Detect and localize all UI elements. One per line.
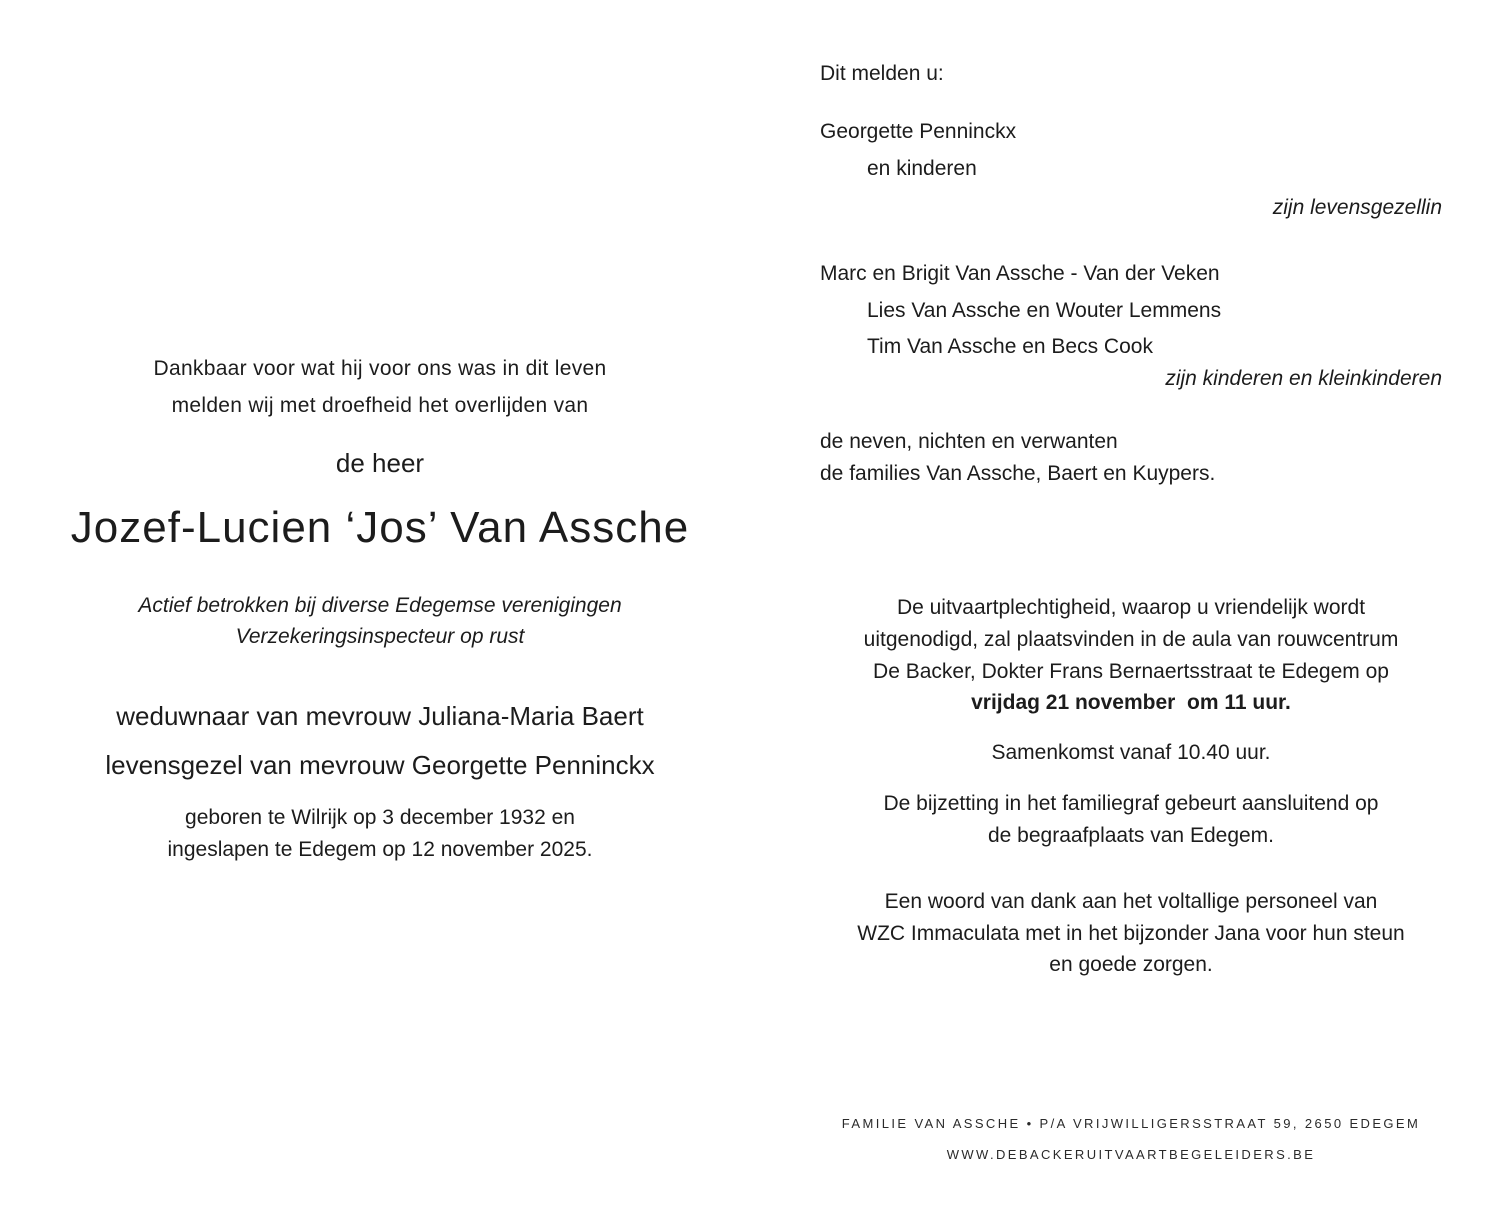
ceremony-line: uitgenodigd, zal plaatsvinden in de aula van rouwcentrum xyxy=(863,628,1399,651)
child-line: Marc en Brigit Van Assche - Van der Veken xyxy=(820,262,1220,285)
family-line: de families Van Assche, Baert en Kuypers. xyxy=(820,461,1216,485)
intro-line: melden wij met droefheid het overlijden van xyxy=(171,394,589,417)
relations xyxy=(55,692,705,790)
life-dates xyxy=(55,802,705,866)
relation-line: weduwnaar van mevrouw Juliana-Maria Baert xyxy=(116,701,644,731)
child-line: Lies Van Assche en Wouter Lemmens xyxy=(867,298,1222,322)
children-list xyxy=(820,256,1442,366)
deceased-subtitle xyxy=(55,590,705,652)
thanks-line: WZC Immaculata met in het bijzonder Jana voor hun steun xyxy=(857,921,1405,945)
subtitle-line: Verzekeringsinspecteur op rust xyxy=(235,625,525,648)
family-lines xyxy=(820,426,1442,489)
ceremony-line: De uitvaartplechtigheid, waarop u vriendelijk wordt xyxy=(896,596,1366,619)
intro-verse xyxy=(55,350,705,424)
announcement-heading: Dit melden u: xyxy=(820,62,944,85)
gathering-time: Samenkomst vanaf 10.40 uur. xyxy=(991,741,1271,764)
salutation: de heer xyxy=(335,448,425,478)
partner-children: en kinderen xyxy=(867,157,977,180)
relation-line: levensgezel van mevrouw Georgette Penninckx xyxy=(105,750,655,780)
child-line: Tim Van Assche en Becs Cook xyxy=(867,335,1153,358)
ceremony-paragraph xyxy=(820,592,1442,688)
thanks-paragraph xyxy=(820,886,1442,981)
subtitle-line: Actief betrokken bij diverse Edegemse verenigingen xyxy=(138,594,622,617)
burial-line: de begraafplaats van Edegem. xyxy=(987,824,1275,847)
ceremony-datetime: vrijdag 21 november om 11 uur. xyxy=(971,691,1291,714)
burial-line: De bijzetting in het familiegraf gebeurt aansluitend op xyxy=(883,792,1379,815)
children-role: zijn kinderen en kleinkinderen xyxy=(1165,367,1442,390)
thanks-line: Een woord van dank aan het voltallige personeel van xyxy=(884,890,1378,913)
ceremony-line: De Backer, Dokter Frans Bernaertsstraat te Edegem op xyxy=(873,660,1389,683)
death-line: ingeslapen te Edegem op 12 november 2025. xyxy=(167,838,593,861)
intro-line: Dankbaar voor wat hij voor ons was in dit leven xyxy=(153,357,607,380)
contact-footer xyxy=(820,1108,1442,1170)
deceased-name: Jozef-Lucien ‘Jos’ Van Assche xyxy=(70,503,690,552)
partner-name: Georgette Penninckx xyxy=(820,120,1017,143)
birth-line: geboren te Wilrijk op 3 december 1932 en xyxy=(185,806,575,829)
thanks-line: en goede zorgen. xyxy=(1049,953,1213,976)
footer-address: FAMILIE VAN ASSCHE • P/A VRIJWILLIGERSSTRAAT 59, 2650 EDEGEM xyxy=(841,1116,1421,1131)
partner-role: zijn levensgezellin xyxy=(1272,196,1442,219)
footer-website: WWW.DEBACKERUITVAARTBEGELEIDERS.BE xyxy=(946,1147,1316,1162)
burial-paragraph xyxy=(820,788,1442,852)
family-line: de neven, nichten en verwanten xyxy=(820,430,1118,453)
